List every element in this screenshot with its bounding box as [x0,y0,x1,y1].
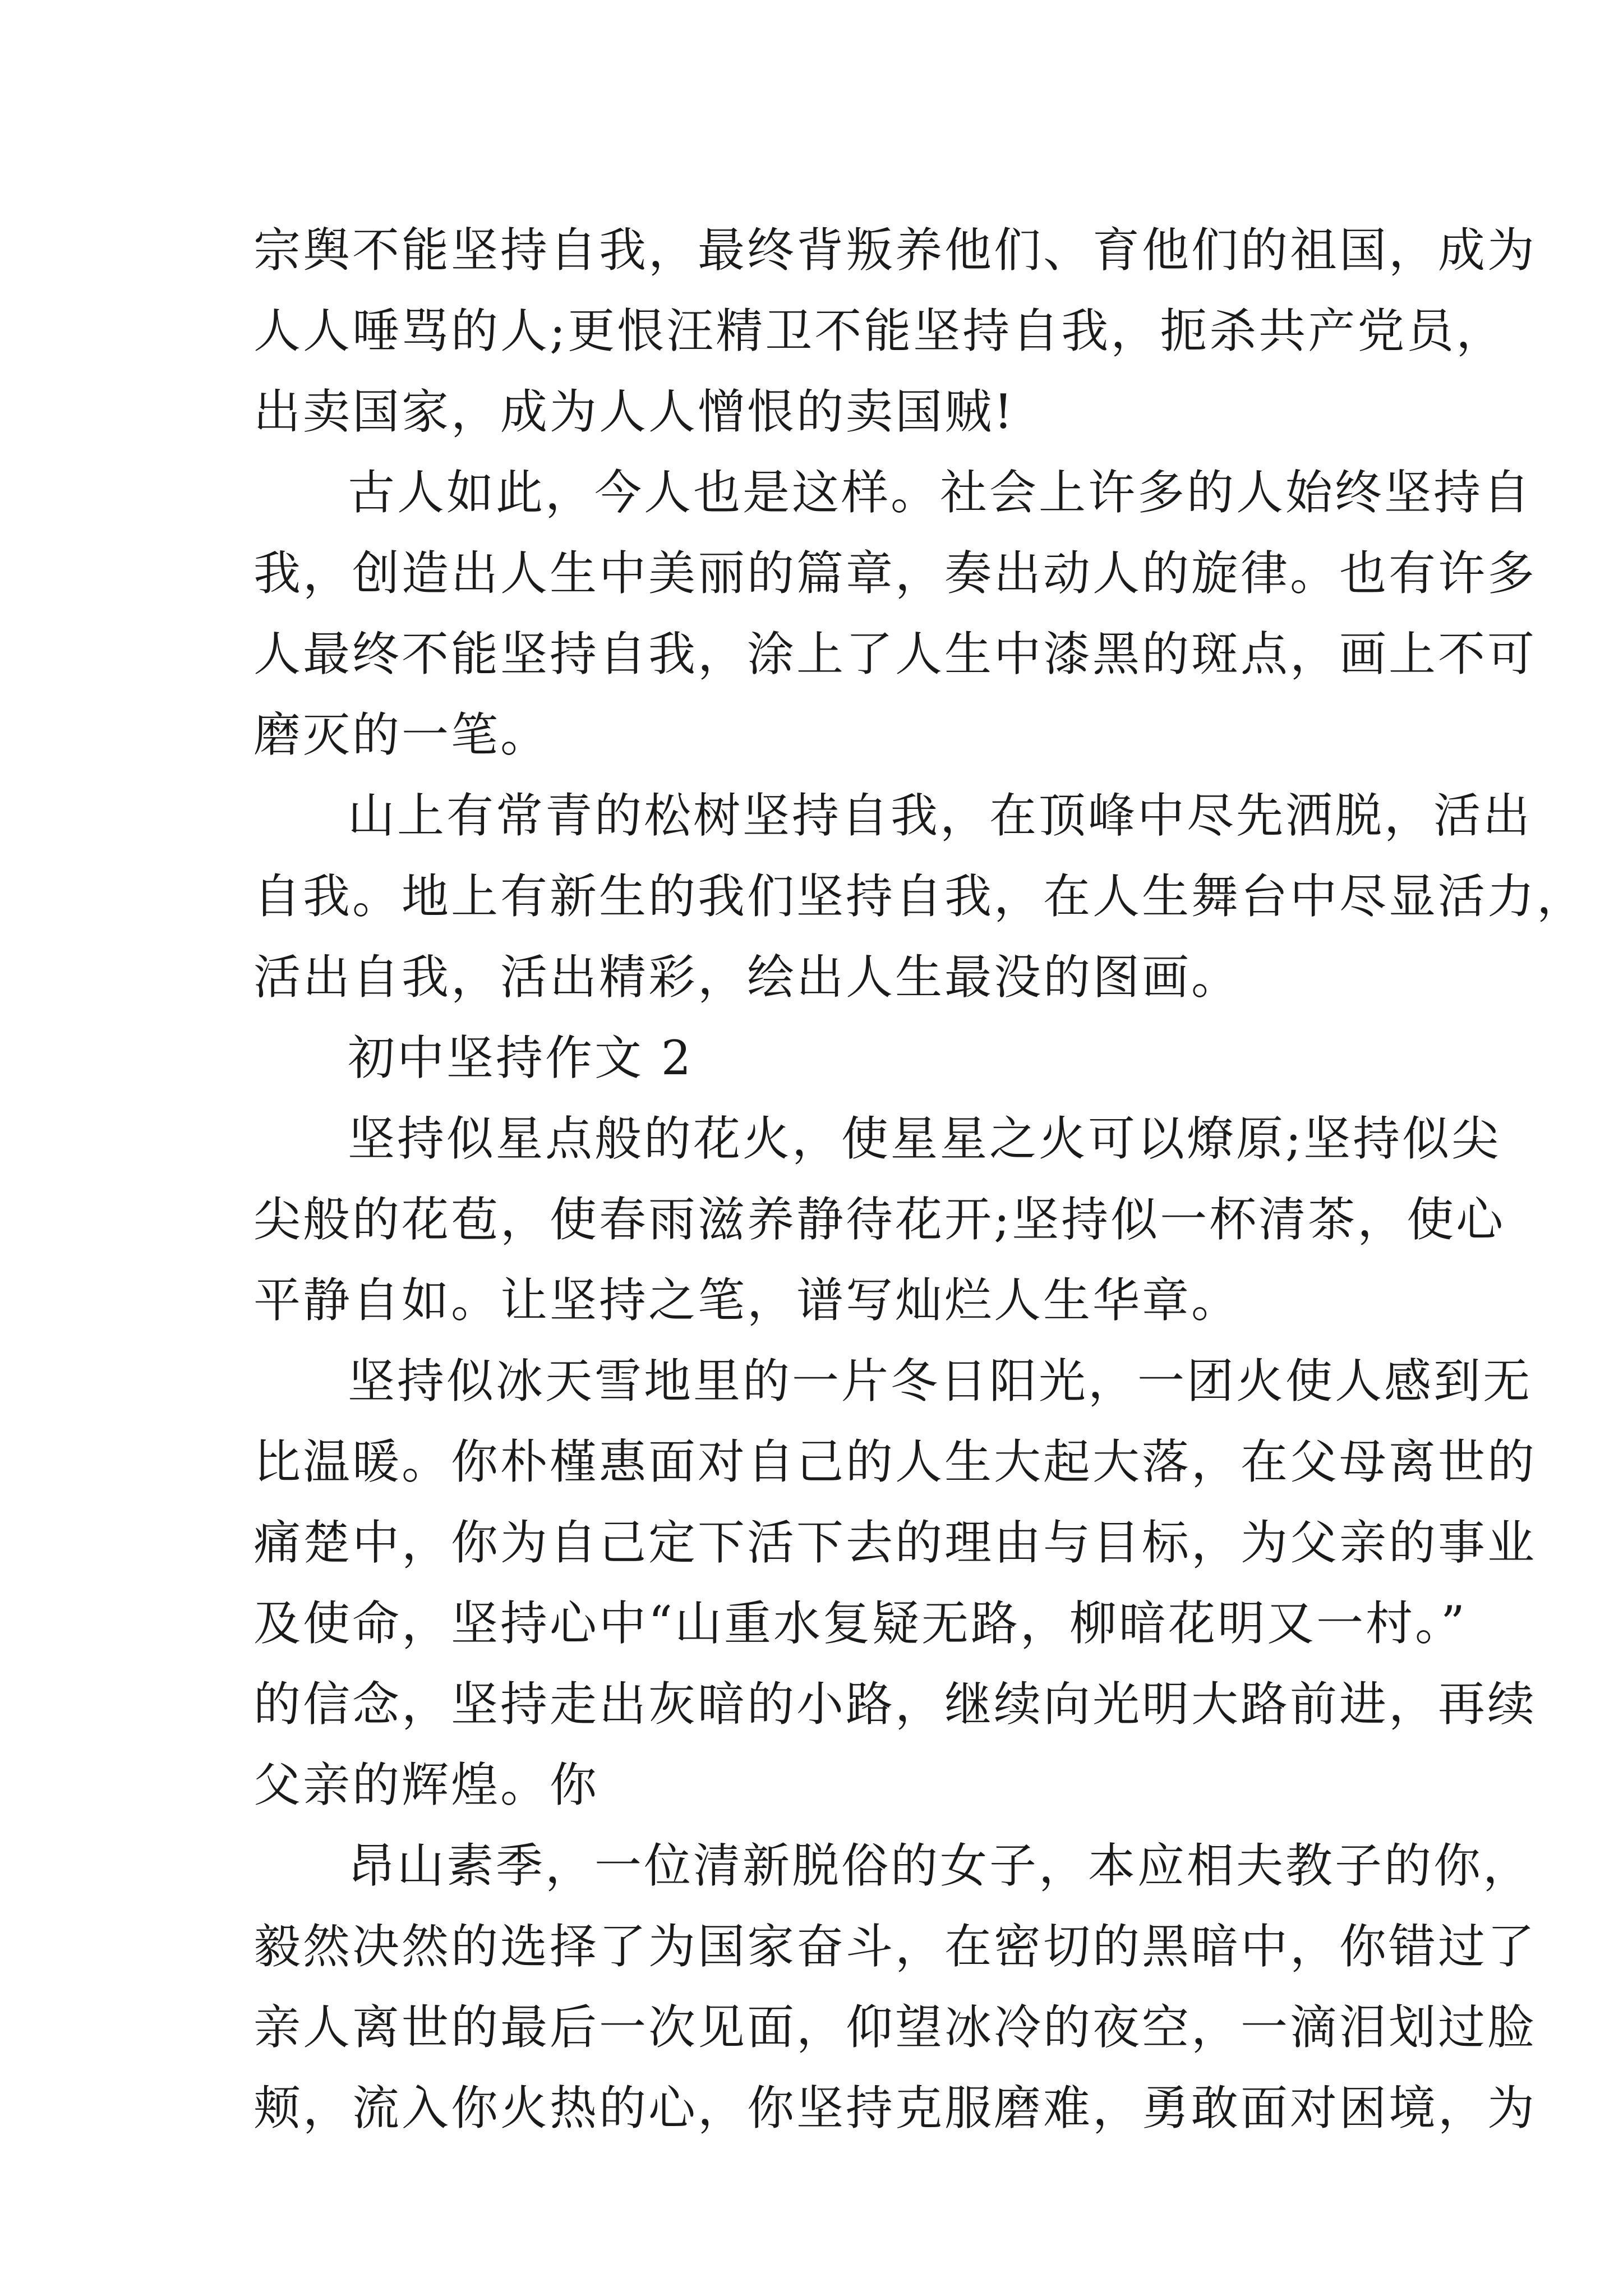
text-line: 平静自如。让坚持之笔，谱写灿烂人生华章。 [253,1273,1241,1328]
text-line: 自我。地上有新生的我们坚持自我，在人生舞台中尽显活力， [253,869,1587,924]
text-line: 父亲的辉煌。你 [253,1757,600,1812]
text-line: 人最终不能坚持自我，涂上了人生中漆黑的斑点，画上不可 [253,627,1537,682]
text-line: 比温暖。你朴槿惠面对自己的人生大起大落，在父母离世的 [253,1434,1537,1489]
paragraph-continuation [253,210,1537,452]
text-line: 宗舆不能坚持自我，最终背叛养他们、育他们的祖国，成为 [253,223,1537,278]
text-line: 颊，流入你火热的心，你坚持克服磨难，勇敢面对困境，为 [253,2081,1537,2136]
paragraph-winter-sunlight [253,1341,1537,1825]
text-line: 及使命，坚持心中“山重水复疑无路，柳暗花明又一村。” [253,1596,1467,1651]
text-line: 坚持似冰天雪地里的一片冬日阳光，一团火使人感到无 [348,1354,1533,1409]
text-line: 活出自我，活出精彩，绘出人生最没的图画。 [253,950,1241,1005]
paragraph-pine-tree [253,775,1587,1018]
text-line: 人人唾骂的人;更恨汪精卫不能坚持自我，扼杀共产党员， [253,303,1506,358]
heading-text: 初中坚持作文 2 [348,1030,694,1085]
document-body [253,210,1587,2148]
text-line: 的信念，坚持走出灰暗的小路，继续向光明大路前进，再续 [253,1677,1537,1732]
text-line: 坚持似星点般的花火，使星星之火可以燎原;坚持似尖 [348,1111,1501,1166]
text-line: 尖般的花苞，使春雨滋养静待花开;坚持似一杯清茶，使心 [253,1192,1506,1247]
text-line: 山上有常青的松树坚持自我，在顶峰中尽先洒脱，活出 [348,788,1533,843]
paragraph-aung-san-suu-kyi [253,1825,1537,2148]
paragraph-ancients-and-moderns [253,452,1537,775]
text-line: 毅然决然的选择了为国家奋斗，在密切的黑暗中，你错过了 [253,1919,1537,1974]
text-line: 我，创造出人生中美丽的篇章，奏出动人的旋律。也有许多 [253,546,1537,601]
text-line: 磨灭的一笔。 [253,707,550,762]
text-line: 昂山素季，一位清新脱俗的女子，本应相夫教子的你， [348,1838,1533,1893]
essay-heading [253,1018,1392,1098]
text-line: 亲人离世的最后一次见面，仰望冰冷的夜空，一滴泪划过脸 [253,2000,1537,2055]
text-line: 痛楚中，你为自己定下活下去的理由与目标，为父亲的事业 [253,1515,1537,1570]
text-line: 古人如此，今人也是这样。社会上许多的人始终坚持自 [348,465,1533,520]
text-line: 出卖国家，成为人人憎恨的卖国贼! [253,384,1015,439]
paragraph-persistence-spark [253,1098,1506,1341]
